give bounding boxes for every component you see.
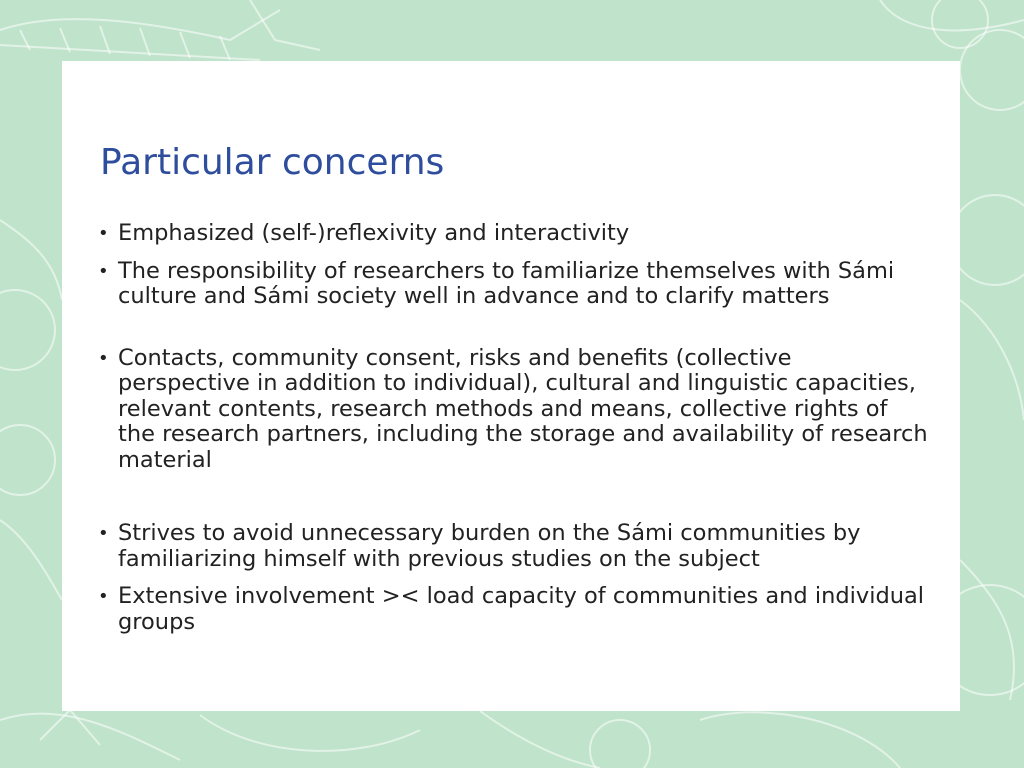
bullet-item: [98, 584, 928, 635]
bullet-text: Emphasized (self-)reflexivity and interactivity: [118, 220, 630, 246]
bullet-text: Strives to avoid unnecessary burden on the Sámi communities by familiarizing himself with previous studies on the subject: [118, 520, 861, 572]
bullet-marker: •: [98, 347, 109, 369]
slide-title: Particular concerns: [100, 142, 445, 183]
bullet-marker: •: [98, 260, 109, 282]
slide-card: [62, 61, 960, 711]
bullet-item: [98, 259, 928, 310]
bullet-text: The responsibility of researchers to familiarize themselves with Sámi culture and Sámi society well in advance and to clarify matters: [118, 257, 895, 309]
bullet-marker: •: [98, 223, 109, 244]
bullet-list: [98, 221, 928, 635]
bullet-item: [98, 221, 928, 247]
bullet-text: Extensive involvement >< load capacity of communities and individual groups: [118, 583, 925, 635]
bullet-item: [98, 346, 928, 474]
bullet-item: [98, 521, 928, 572]
bullet-marker: •: [98, 523, 109, 544]
bullet-text: Contacts, community consent, risks and benefits (collective perspective in addition to individual), cultural and linguistic capacities, relevant contents, research methods and means, collective rights of the research partners, including the storage and availability of research material: [118, 344, 928, 473]
bullet-marker: •: [98, 586, 109, 607]
